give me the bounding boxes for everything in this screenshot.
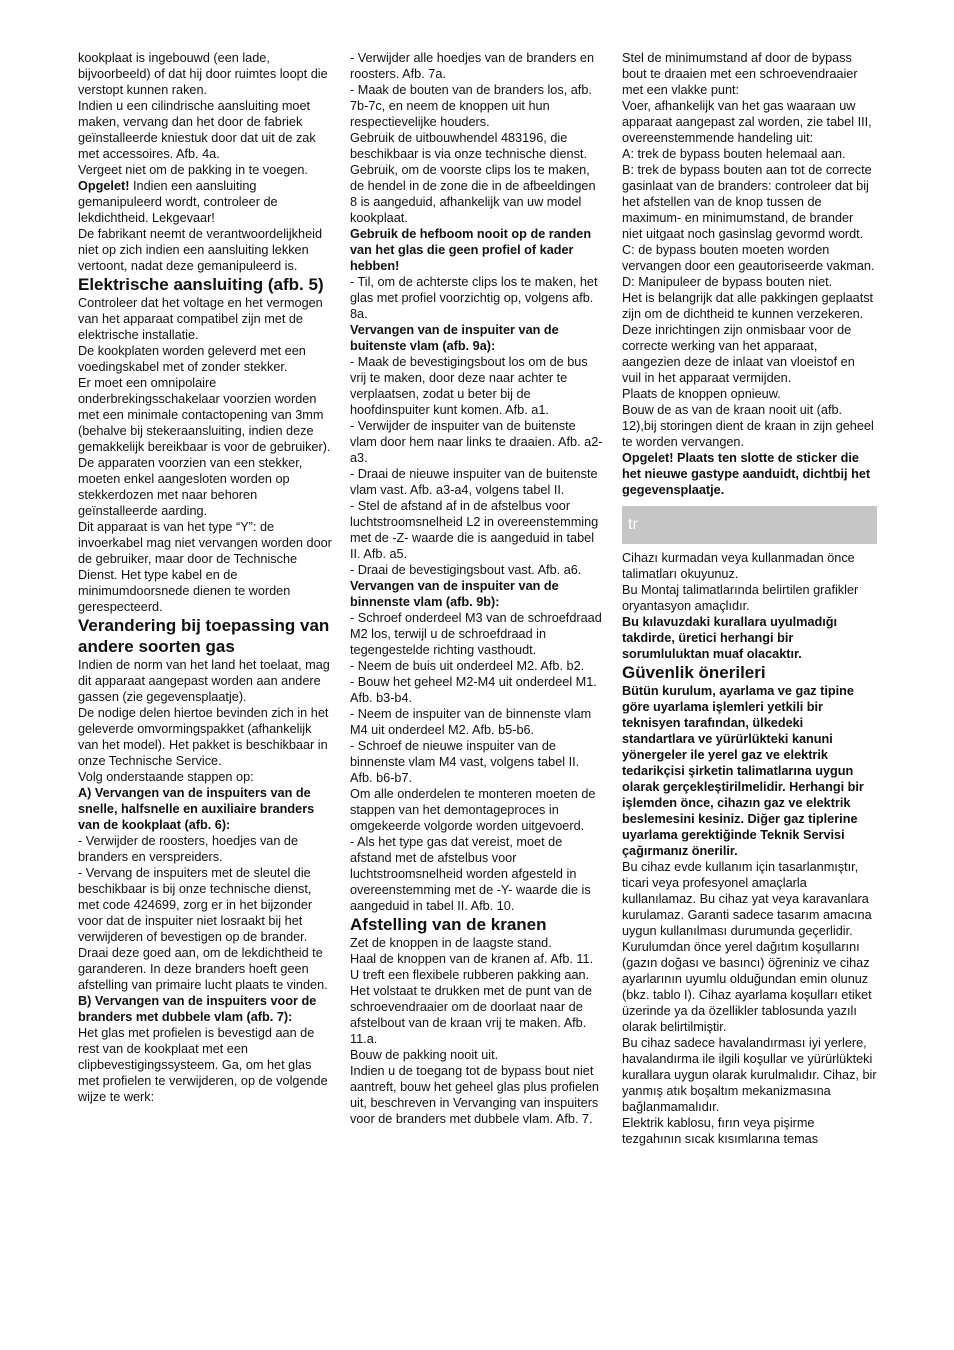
paragraph: - Neem de buis uit onderdeel M2. Afb. b2. [350,659,585,673]
paragraph: De fabrikant neemt de verantwoordelijkheid niet op zich indien een aansluiting lekken vertoont, nadat deze gemanipuleerd is. [78,227,323,273]
bold-paragraph: Bütün kurulum, ayarlama ve gaz tipine göre uyarlama işlemleri yetkili bir teknisyen tarafından, ülkedeki standartlara ve yürürlükteki kanuni yönergeler ile yerel gaz ve elektrik tedarikçisi şirketin talimatlarına uygun olarak gerçekleştirilmelidir. Herhangi bir işlemden önce, cihazın gaz ve elektrik beslemesini kesiniz. Diğer gaz tiplerine uyarlama gerektiğinde Teknik Servisi çağırmanız önerilir. [622,684,864,858]
paragraph: C: de bypass bouten moeten worden vervangen door een geautoriseerde vakman. [622,243,875,273]
paragraph: - Bouw het geheel M2-M4 uit onderdeel M1. Afb. b3-b4. [350,675,597,705]
paragraph: - Til, om de achterste clips los te maken, het glas met profiel voorzichtig op, volgens afb. 8a. [350,275,598,321]
paragraph: Bu cihaz sadece havalandırması iyi yerlere, havalandırma ile ilgili koşullar ve yürürlükteki kurallara uygun olarak kurulmalıdır. Cihaz, bir yanmış atık boşaltım mekanizmasına bağlanmamalıdır. [622,1036,877,1114]
paragraph: kookplaat is ingebouwd (een lade, bijvoorbeeld) of dat hij door ruimtes loopt die verstopt kunnen raken. [78,51,328,97]
paragraph: Dit apparaat is van het type “Y”: de invoerkabel mag niet vervangen worden door de gebruiker, maar door de Technische Dienst. Het type kabel en de minimumdoorsnede dienen te worden gerespecteerd. [78,520,332,614]
paragraph: Het is belangrijk dat alle pakkingen geplaatst zijn om de dichtheid te kunnen verzekeren. Deze inrichtingen zijn onmisbaar voor de correcte werking van het apparaat, aangezien deze de inlaat van vloeistof en vuil in het apparaat vermijden. [622,291,874,385]
paragraph: - Verwijder de roosters, hoedjes van de branders en verspreiders. [78,834,299,864]
paragraph: Bu cihaz evde kullanım için tasarlanmıştır, ticari veya profesyonel amaçlarla kullanılamaz. Bu cihaz yat veya karavanlara kurulamaz. Garanti sadece tasarım amacına uygun kullanılması durumunda geçerlidir. [622,860,872,938]
paragraph: Zet de knoppen in de laagste stand. [350,936,552,950]
bold-paragraph: Gebruik de hefboom nooit op de randen van het glas die geen profiel of kader hebben! [350,227,592,273]
paragraph: De kookplaten worden geleverd met een voedingskabel met of zonder stekker. [78,344,306,374]
paragraph: - Neem de inspuiter van de binnenste vlam M4 uit onderdeel M2. Afb. b5-b6. [350,707,592,737]
paragraph: Draai deze goed aan, om de lekdichtheid te garanderen. In deze branders hoeft geen afstelling van primaire lucht plaats te vinden. [78,946,328,992]
paragraph: - Maak de bevestigingsbout los om de bus vrij te maken, door deze naar achter te verplaatsen, zodat u beter bij de hoofdinspuiter kunt komen. Afb. a1. [350,355,588,417]
paragraph: - Draai de bevestigingsbout vast. Afb. a6. [350,563,582,577]
paragraph: Gebruik de uitbouwhendel 483196, die beschikbaar is via onze technische dienst. Gebruik, om de voorste clips los te maken, de hendel in de zone die in de afbeeldingen 8 is aangeduid, afhankelijk van uw model kookplaat. [350,131,596,225]
paragraph: - Verwijder alle hoedjes van de branders en roosters. Afb. 7a. [350,51,595,81]
warning-text: Indien een aansluiting gemanipuleerd wordt, controleer de lekdichtheid. Lekgevaar! [78,179,278,225]
paragraph: Elektrik kablosu, fırın veya pişirme tezgahının sıcak kısımlarına temas [622,1116,819,1146]
paragraph: Indien de norm van het land het toelaat, mag dit apparaat aangepast worden aan andere gassen (zie gegevensplaatje). [78,658,330,704]
bold-paragraph: Bu kılavuzdaki kurallara uyulmadığı takdirde, üretici herhangi bir sorumluluktan muaf olacaktır. [622,615,838,661]
paragraph: - Verwijder de inspuiter van de buitenste vlam door hem naar links te draaien. Afb. a2-a3. [350,419,603,465]
paragraph: - Vervang de inspuiters met de sleutel die beschikbaar is bij onze technische dienst, met code 424699, zorg er in het bijzonder voor dat de inspuiter niet losraakt bij het verwijderen of bevestigen op de brander. [78,866,313,944]
paragraph: Het glas met profielen is bevestigd aan de rest van de kookplaat met een clipbevestigingssysteem. Ga, om het glas met profielen te verwijderen, op de volgende wijze te werk: [78,1026,328,1104]
paragraph: Volg onderstaande stappen op: [78,770,254,784]
paragraph: Bu Montaj talimatlarında belirtilen grafikler oryantasyon amaçlıdır. [622,583,859,613]
paragraph: - Schroef onderdeel M3 van de schroefdraad M2 los, terwijl u de schroefdraad in tegengestelde richting vasthoudt. [350,611,602,657]
paragraph: U treft een flexibele rubberen pakking aan. Het volstaat te drukken met de punt van de schroevendraaier om de doorlaat naar de afstelbout van de kraan vrij te maken. Afb. 11.a. [350,968,592,1046]
paragraph: Indien u de toegang tot de bypass bout niet aantreft, bouw het geheel glas plus profielen uit, beschreven in Vervanging van inspuiters voor de branders met dubbele vlam. Afb. 7. [350,1064,599,1126]
paragraph: Haal de knoppen van de kranen af. Afb. 11. [350,952,594,966]
bold-paragraph: Vervangen van de inspuiter van de buitenste vlam (afb. 9a): [350,323,559,353]
paragraph: Kurulumdan önce yerel dağıtım koşullarını (gazın doğası ve basıncı) öğreniniz ve cihaz ayarlarının uyumlu olduğundan emin olunuz (bkz. tablo I). Cihaz ayarlama koşulları etiket üzerinde ya da özellikler tablosunda yazılı olarak belirtilmiştir. [622,940,872,1034]
paragraph: Stel de minimumstand af door de bypass bout te draaien met een schroevendraaier met een vlakke punt: [622,51,858,97]
paragraph: D: Manipuleer de bypass bouten niet. [622,275,833,289]
paragraph: Vergeet niet om de pakking in te voegen. [78,163,308,177]
text-column-3 [622,50,877,1147]
section-heading: Güvenlik önerileri [622,663,766,682]
paragraph: - Als het type gas dat vereist, moet de afstand met de afstelbus voor luchtstroomsnelheid worden afgesteld in overeenstemming met de -Y- waarde die is aangeduid in tabel II. Afb. 10. [350,835,591,913]
bold-paragraph: Vervangen van de inspuiter van de binnenste vlam (afb. 9b): [350,579,559,609]
bold-paragraph: B) Vervangen van de inspuiters voor de branders met dubbele vlam (afb. 7): [78,994,317,1024]
paragraph: Er moet een omnipolaire onderbrekingsschakelaar voorzien worden met een minimale contactopening van 3mm (behalve bij stekeraansluiting, indien deze gemakkelijk bereikbaar is voor de gebruiker). [78,376,331,454]
paragraph: De nodige delen hiertoe bevinden zich in het geleverde omvormingspakket (afhankelijk van het model). Het pakket is beschikbaar in onze Technische Service. [78,706,329,768]
language-section-bar: tr [622,506,877,544]
paragraph: De apparaten voorzien van een stekker, moeten enkel aangesloten worden op stekkerdozen met naar behoren geïnstalleerde aarding. [78,456,303,518]
bold-paragraph: Opgelet! Plaats ten slotte de sticker die het nieuwe gastype aanduidt, dichtbij het gegevensplaatje. [622,451,871,497]
paragraph: - Draai de nieuwe inspuiter van de buitenste vlam vast. Afb. a3-a4, volgens tabel II. [350,467,598,497]
paragraph: - Stel de afstand af in de afstelbus voor luchtstroomsnelheid L2 in overeenstemming met de -Z- waarde die is aangeduid in tabel II. Afb. a5. [350,499,599,561]
warning-label: Opgelet! [78,179,130,193]
section-heading: Elektrische aansluiting (afb. 5) [78,275,324,294]
paragraph: Controleer dat het voltage en het vermogen van het apparaat compatibel zijn met de elektrische installatie. [78,296,323,342]
text-column-2 [350,50,604,1127]
paragraph: - Maak de bouten van de branders los, afb. 7b-7c, en neem de knoppen uit hun respectievelijke houders. [350,83,592,129]
paragraph: Plaats de knoppen opnieuw. [622,387,781,401]
paragraph: A: trek de bypass bouten helemaal aan. [622,147,846,161]
paragraph: B: trek de bypass bouten aan tot de correcte gasinlaat van de branders: controleer dat bij het afstellen van de knop tussen de maximum- en minimumstand, de brander niet uitgaat noch gasinslag gevormd wordt. [622,163,872,241]
paragraph: Voer, afhankelijk van het gas waaraan uw apparaat aangepast zal worden, zie tabel III, overeenstemmende handeling uit: [622,99,872,145]
paragraph: Bouw de as van de kraan nooit uit (afb. 12),bij storingen dient de kraan in zijn geheel te worden vervangen. [622,403,874,449]
bold-paragraph: A) Vervangen van de inspuiters van de snelle, halfsnelle en auxiliaire branders van de kookplaat (afb. 6): [78,786,315,832]
paragraph: Cihazı kurmadan veya kullanmadan önce talimatları okuyunuz. [622,551,855,581]
paragraph: Indien u een cilindrische aansluiting moet maken, vervang dan het door de fabriek geïnstalleerde kniestuk door dat uit de zak met accessoires. Afb. 4a. [78,99,316,161]
paragraph: Om alle onderdelen te monteren moeten de stappen van het demontageproces in omgekeerde volgorde worden uitgevoerd. [350,787,596,833]
warning-paragraph [78,178,332,226]
section-heading: Verandering bij toepassing van andere soorten gas [78,616,330,656]
paragraph: Bouw de pakking nooit uit. [350,1048,499,1062]
text-column-1 [78,50,332,1105]
paragraph: - Schroef de nieuwe inspuiter van de binnenste vlam M4 vast, volgens tabel II. Afb. b6-b7. [350,739,580,785]
section-heading: Afstelling van de kranen [350,915,547,934]
